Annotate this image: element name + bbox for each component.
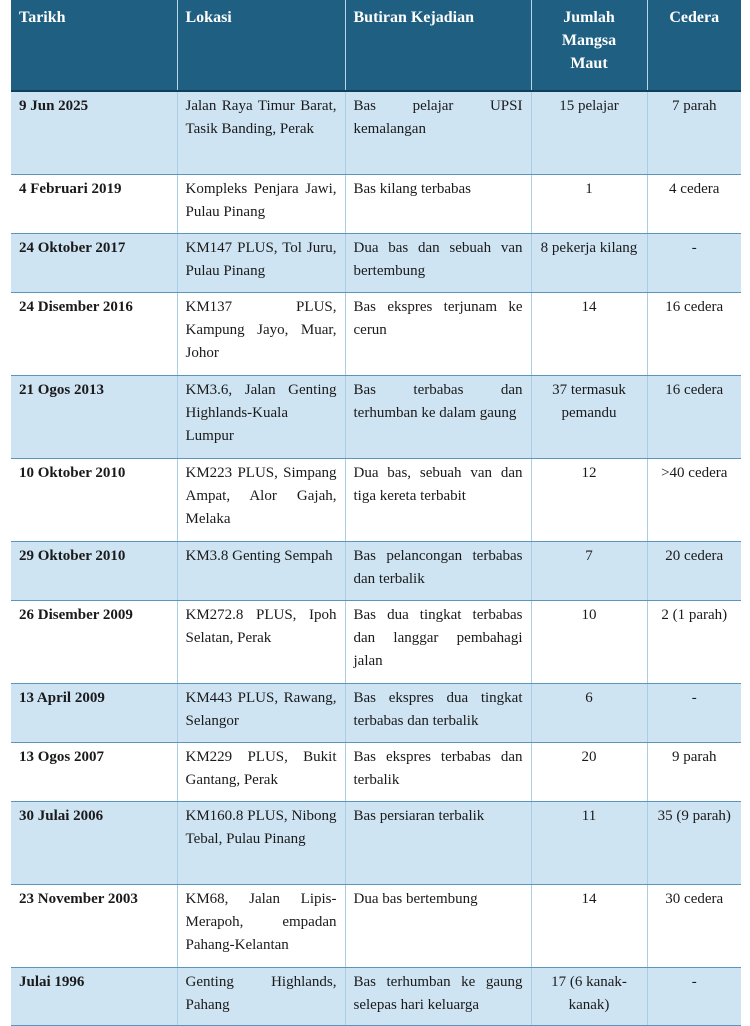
table-row (11, 174, 741, 233)
cell-butiran: Bas ekspres terjunam ke cerun (345, 292, 531, 375)
cell-butiran: Bas terbabas dan terhumban ke dalam gaung (345, 375, 531, 458)
cell-lokasi: KM3.8 Genting Sempah (177, 541, 345, 600)
cell-tarikh: 26 Disember 2009 (11, 600, 177, 683)
cell-lokasi: KM160.8 PLUS, Nibong Tebal, Pulau Pinang (177, 801, 345, 884)
table-header (11, 0, 741, 91)
cell-lokasi: KM443 PLUS, Rawang, Selangor (177, 683, 345, 742)
cell-butiran: Dua bas bertembung (345, 884, 531, 967)
header-maut (531, 0, 647, 91)
table-row (11, 91, 741, 174)
cell-tarikh: 21 Ogos 2013 (11, 375, 177, 458)
cell-butiran: Dua bas, sebuah van dan tiga kereta terbabit (345, 458, 531, 541)
cell-maut: 17 (6 kanak-kanak) (531, 967, 647, 1025)
cell-butiran: Bas ekspres dua tingkat terbabas dan terbalik (345, 683, 531, 742)
cell-tarikh: 24 Disember 2016 (11, 292, 177, 375)
cell-lokasi: Genting Highlands, Pahang (177, 967, 345, 1025)
cell-lokasi: Kompleks Penjara Jawi, Pulau Pinang (177, 174, 345, 233)
cell-lokasi: KM229 PLUS, Bukit Gantang, Perak (177, 742, 345, 801)
cell-tarikh: 24 Oktober 2017 (11, 233, 177, 292)
cell-tarikh: 4 Februari 2019 (11, 174, 177, 233)
cell-cedera: - (647, 967, 741, 1025)
cell-cedera: >40 cedera (647, 458, 741, 541)
cell-tarikh: Julai 1996 (11, 967, 177, 1025)
table-row (11, 683, 741, 742)
cell-butiran: Dua bas dan sebuah van bertembung (345, 233, 531, 292)
table-row (11, 801, 741, 884)
table-row (11, 884, 741, 967)
cell-tarikh: 13 April 2009 (11, 683, 177, 742)
cell-maut: 11 (531, 801, 647, 884)
cell-butiran: Bas pelajar UPSI kemalangan (345, 91, 531, 174)
header-tarikh: Tarikh (11, 0, 177, 91)
table-row (11, 375, 741, 458)
cell-tarikh: 9 Jun 2025 (11, 91, 177, 174)
header-lokasi: Lokasi (177, 0, 345, 91)
cell-cedera: 7 parah (647, 91, 741, 174)
table-row (11, 233, 741, 292)
cell-maut: 12 (531, 458, 647, 541)
cell-tarikh: 30 Julai 2006 (11, 801, 177, 884)
cell-cedera: 2 (1 parah) (647, 600, 741, 683)
cell-tarikh: 23 November 2003 (11, 884, 177, 967)
cell-lokasi: KM272.8 PLUS, Ipoh Selatan, Perak (177, 600, 345, 683)
cell-lokasi: KM137 PLUS, Kampung Jayo, Muar, Johor (177, 292, 345, 375)
header-cedera: Cedera (647, 0, 741, 91)
accident-table-container (11, 0, 741, 1026)
cell-maut: 1 (531, 174, 647, 233)
table-row (11, 967, 741, 1025)
cell-butiran: Bas terhumban ke gaung selepas hari keluarga (345, 967, 531, 1025)
header-maut-text: Jumlah Mangsa Maut (561, 9, 617, 72)
cell-butiran: Bas kilang terbabas (345, 174, 531, 233)
cell-butiran: Bas persiaran terbalik (345, 801, 531, 884)
cell-maut: 7 (531, 541, 647, 600)
cell-maut: 8 pekerja kilang (531, 233, 647, 292)
cell-lokasi: Jalan Raya Timur Barat, Tasik Banding, Perak (177, 91, 345, 174)
cell-tarikh: 29 Oktober 2010 (11, 541, 177, 600)
cell-tarikh: 10 Oktober 2010 (11, 458, 177, 541)
accident-table (11, 0, 741, 1026)
cell-cedera: - (647, 683, 741, 742)
cell-cedera: 16 cedera (647, 292, 741, 375)
table-body (11, 91, 741, 1025)
cell-cedera: 20 cedera (647, 541, 741, 600)
cell-maut: 10 (531, 600, 647, 683)
cell-cedera: 4 cedera (647, 174, 741, 233)
cell-butiran: Bas pelancongan terbabas dan terbalik (345, 541, 531, 600)
cell-maut: 37 termasuk pemandu (531, 375, 647, 458)
cell-lokasi: KM3.6, Jalan Genting Highlands-Kuala Lumpur (177, 375, 345, 458)
cell-cedera: - (647, 233, 741, 292)
cell-butiran: Bas ekspres terbabas dan terbalik (345, 742, 531, 801)
cell-maut: 15 pelajar (531, 91, 647, 174)
header-row (11, 0, 741, 91)
cell-butiran: Bas dua tingkat terbabas dan langgar pembahagi jalan (345, 600, 531, 683)
cell-lokasi: KM147 PLUS, Tol Juru, Pulau Pinang (177, 233, 345, 292)
cell-maut: 14 (531, 292, 647, 375)
cell-cedera: 35 (9 parah) (647, 801, 741, 884)
table-row (11, 541, 741, 600)
cell-maut: 20 (531, 742, 647, 801)
cell-tarikh: 13 Ogos 2007 (11, 742, 177, 801)
cell-cedera: 16 cedera (647, 375, 741, 458)
table-row (11, 600, 741, 683)
cell-cedera: 9 parah (647, 742, 741, 801)
header-butiran: Butiran Kejadian (345, 0, 531, 91)
table-row (11, 458, 741, 541)
cell-maut: 14 (531, 884, 647, 967)
cell-cedera: 30 cedera (647, 884, 741, 967)
cell-lokasi: KM223 PLUS, Simpang Ampat, Alor Gajah, Melaka (177, 458, 345, 541)
cell-maut: 6 (531, 683, 647, 742)
cell-lokasi: KM68, Jalan Lipis-Merapoh, empadan Pahang-Kelantan (177, 884, 345, 967)
table-row (11, 292, 741, 375)
table-row (11, 742, 741, 801)
